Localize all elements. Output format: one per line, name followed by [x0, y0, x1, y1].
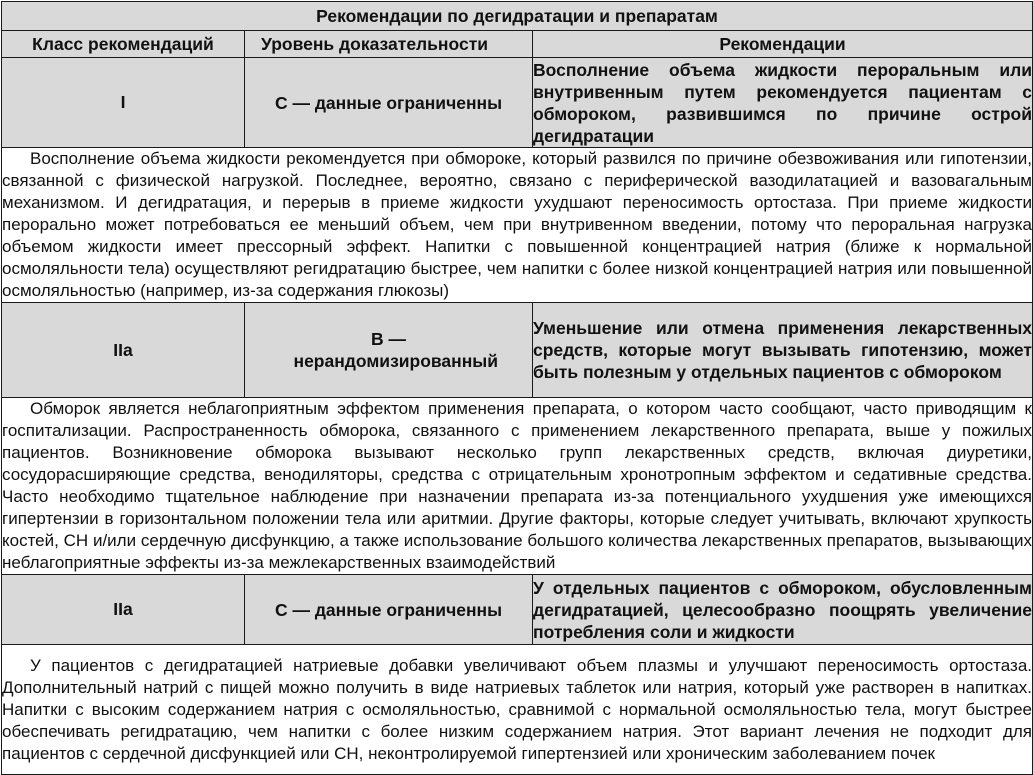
note-row [2, 398, 1033, 575]
header-level: Уровень доказательности [245, 31, 533, 58]
table-row [2, 303, 1033, 398]
table-title: Рекомендации по дегидратации и препаратам [2, 2, 1033, 31]
row-note [2, 398, 1033, 575]
row-class: IIa [2, 303, 245, 398]
row-class: IIa [2, 575, 245, 645]
row-level [245, 303, 533, 398]
header-class: Класс рекомендаций [2, 31, 245, 58]
row-note [2, 148, 1033, 303]
note-row [2, 645, 1033, 775]
note-text: У пациентов с дегидратацией натриевые добавки увеличивают объем плазмы и улучшают переносимость ортостаза. Дополнительный натрий с пищей можно получить в виде натриевых таблеток или натрия, который уже растворен в напитках. Напитки с высоким содержанием натрия с осмоляльностью, сравнимой с нормальной осмоляльностью тела, могут быстрее обеспечивать регидратацию, чем напитки с более низким содержанием натрия. Этот вариант лечения не подходит для пациентов с сердечной дисфункцией или СН, неконтролируемой гипертензией или хроническим заболеванием почек [2, 655, 1032, 763]
note-row [2, 148, 1033, 303]
row-recommendation: Восполнение объема жидкости пероральным или внутривенным путем рекомендуется пациентам с обмороком, развившимся по причине острой дегидратации [533, 59, 1032, 146]
table-row [2, 575, 1033, 645]
row-class: I [2, 58, 245, 148]
recommendations-table [1, 1, 1033, 775]
row-level: С — данные ограниченны [245, 58, 533, 148]
header-recommendation: Рекомендации [533, 31, 1033, 58]
note-text: Восполнение объема жидкости рекомендуется при обмороке, который развился по причине обезвоживания или гипотензии, связанной с физической нагрузкой. Последнее, вероятно, связано с периферической вазодилатацией и вазовагальным механизмом. И дегидратация, и перерыв в приеме жидкости ухудшают переносимость ортостаза. При приеме жидкости перорально может потребоваться ее меньший объем, чем при внутривенном введении, потому что пероральная нагрузка объемом жидкости имеет прессорный эффект. Напитки с повышенной концентрацией натрия (ближе к нормальной осмоляльности тела) осуществляют регидратацию быстрее, чем напитки с более низкой концентрацией натрия или повышенной осмоляльностью (например, из-за содержания глюкозы) [2, 149, 1032, 300]
note-text: Обморок является неблагоприятным эффектом применения препарата, о котором часто сообщают, часто приводящим к госпитализации. Распространенность обморока, связанного с применением лекарственного препарата, выше у пожилых пациентов. Возникновение обморока вызывают несколько групп лекарственных средств, включая диуретики, сосудорасширяющие средства, венодиляторы, средства с отрицательным хронотропным эффектом и седативные средства. Часто необходимо тщательное наблюдение при назначении препарата из-за потенциального ухудшения уже имеющихся гипертензии в горизонтальном положении тела или аритмии. Другие факторы, которые следует учитывать, включают хрупкость костей, СН и/или сердечную дисфункцию, а также использование большого количества лекарственных препаратов, вызывающих неблагоприятные эффекты из-за межлекарственных взаимодействий [2, 399, 1032, 572]
row-note [2, 645, 1033, 775]
row-level: С — данные ограниченны [245, 575, 533, 645]
row-level-text: В — нерандомизированный [293, 329, 499, 371]
row-recommendation: Уменьшение или отмена применения лекарственных средств, которые могут вызывать гипотензию, может быть полезным у отдельных пациентов с обмороком [533, 303, 1033, 398]
row-recommendation: У отдельных пациентов с обмороком, обусловленным дегидратацией, целесообразно поощрять увеличение потребления соли и жидкости [533, 575, 1033, 645]
table-row [2, 58, 1033, 148]
